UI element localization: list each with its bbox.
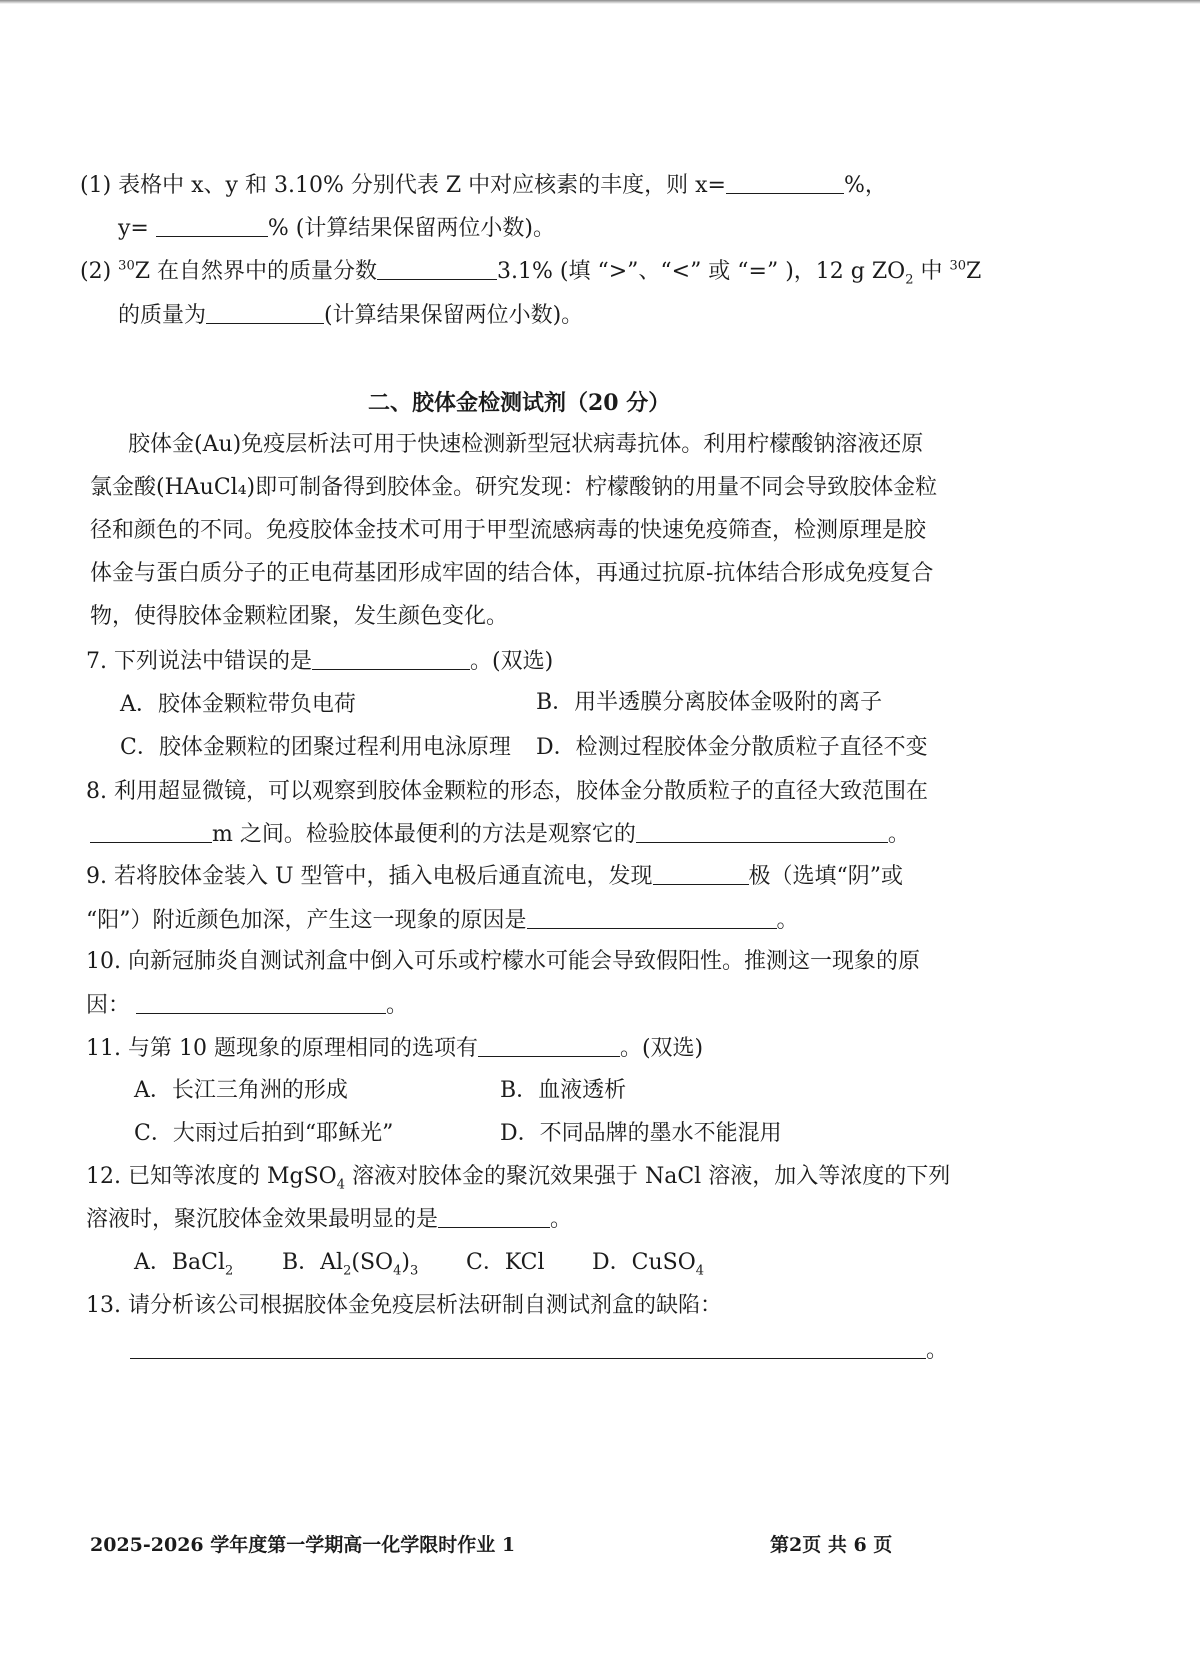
q12-line2-end: 。: [550, 1207, 573, 1232]
q12-opt-a-text: A．BaCl: [134, 1250, 226, 1275]
q12-opt-a-sub: 2: [225, 1263, 234, 1279]
footer-left: 2025-2026 学年度第一学期高一化学限时作业 1: [90, 1534, 516, 1556]
answer-blank-q7[interactable]: [312, 647, 470, 670]
q-sub1-y-label: y=: [118, 216, 149, 241]
q-sub2-line2: [118, 301, 583, 331]
q13-end: 。: [926, 1338, 949, 1363]
q9-line1: [86, 862, 903, 892]
q8-line1: 8. 利用超显微镜，可以观察到胶体金颗粒的形态，胶体金分散质粒子的直径大致范围在: [86, 779, 928, 804]
q12-line1: [86, 1162, 950, 1192]
q8-line2: [90, 820, 910, 850]
q10-line2-text: 因：: [86, 993, 131, 1018]
intro-line-3: 径和颜色的不同。免疫胶体金技术可用于甲型流感病毒的快速免疫筛查，检测原理是胶: [90, 518, 927, 543]
formula-subscript: 2: [905, 272, 914, 288]
q-sub1-suffix: %，: [843, 173, 887, 198]
q12-option-d: [592, 1248, 704, 1278]
answer-blank-q13[interactable]: [130, 1336, 926, 1359]
q7-option-c: C．胶体金颗粒的团聚过程利用电泳原理: [120, 735, 511, 760]
answer-blank-q8-range[interactable]: [90, 820, 212, 843]
q12-line1-tail: 溶液对胶体金的聚沉效果强于 NaCl 溶液，加入等浓度的下列: [344, 1164, 951, 1189]
isotope-superscript-2: 30: [949, 258, 967, 274]
q9-line2: [86, 906, 799, 936]
q12-opt-b-sub2: 4: [393, 1263, 402, 1279]
q-sub1-line1: [80, 171, 887, 201]
answer-blank-q9-electrode[interactable]: [653, 862, 749, 885]
q-sub2-text-c: 中: [913, 259, 950, 284]
q7-suffix: 。(双选): [469, 649, 554, 674]
answer-blank-q10[interactable]: [136, 991, 386, 1014]
q11-option-a: A．长江三角洲的形成: [134, 1078, 348, 1103]
answer-blank-mass[interactable]: [206, 301, 324, 324]
q12-option-a: [134, 1248, 233, 1278]
answer-blank-q11[interactable]: [478, 1034, 620, 1057]
section-title: 二、胶体金检测试剂（20 分）: [368, 390, 671, 416]
answer-blank-compare[interactable]: [377, 257, 497, 280]
q9-line2-end: 。: [776, 908, 799, 933]
q7-option-d: D．检测过程胶体金分散质粒子直径不变: [536, 735, 928, 760]
q-sub1-line2: [118, 214, 555, 244]
q12-opt-b-text: B．Al: [282, 1250, 344, 1275]
answer-blank-q12[interactable]: [438, 1205, 550, 1228]
q-sub2-text-b: 3.1% (填 “>”、“<” 或 “=” )，12 g ZO: [497, 259, 906, 284]
q-sub2-line1: [80, 257, 981, 287]
q9-line1-text: 9. 若将胶体金装入 U 型管中，插入电极后通直流电，发现: [86, 864, 653, 889]
q12-line2: [86, 1205, 572, 1235]
answer-blank-q8-method[interactable]: [636, 820, 888, 843]
q11-text: 11. 与第 10 题现象的原理相同的选项有: [86, 1036, 478, 1061]
q12-opt-b-end: ): [401, 1250, 410, 1275]
q12-opt-b-mid: (SO: [351, 1250, 394, 1275]
q10-line2: [86, 991, 408, 1021]
q9-line2-text: “阳”）附近颜色加深，产生这一现象的原因是: [86, 908, 527, 933]
q12-subscript: 4: [336, 1177, 345, 1193]
q-sub2-text-d: Z: [966, 259, 982, 284]
q13-stem: 13. 请分析该公司根据胶体金免疫层析法研制自测试剂盒的缺陷：: [86, 1293, 722, 1318]
intro-line-4: 体金与蛋白质分子的正电荷基团形成牢固的结合体，再通过抗原-抗体结合形成免疫复合: [90, 561, 934, 586]
q8-line2-end: 。: [887, 822, 910, 847]
q12-line1-text: 12. 已知等浓度的 MgSO: [86, 1164, 337, 1189]
q12-option-b: [282, 1248, 418, 1278]
q9-line1-tail: 极（选填“阴”或: [748, 864, 904, 889]
answer-blank-x[interactable]: [726, 171, 844, 194]
q-sub2-line2-suffix: (计算结果保留两位小数)。: [324, 303, 584, 328]
footer-page-number: 第2页 共 6 页: [770, 1534, 893, 1556]
q-sub2-line2-text: 的质量为: [118, 303, 207, 328]
q12-opt-b-sub3: 3: [409, 1263, 419, 1279]
q12-opt-d-sub: 4: [695, 1263, 705, 1279]
q-sub2-label: (2): [80, 259, 112, 284]
q11-stem: [86, 1034, 703, 1064]
q12-opt-b-sub1: 2: [343, 1263, 352, 1279]
q7-option-a: A．胶体金颗粒带负电荷: [120, 692, 356, 717]
q-sub2-text-a: Z 在自然界中的质量分数: [134, 259, 377, 284]
intro-line-1: 胶体金(Au)免疫层析法可用于快速检测新型冠状病毒抗体。利用柠檬酸钠溶液还原: [128, 432, 924, 457]
q-sub1-text: (1) 表格中 x、y 和 3.10% 分别代表 Z 中对应核素的丰度，则 x=: [80, 173, 726, 198]
answer-blank-q9-reason[interactable]: [527, 906, 777, 929]
q11-suffix: 。(双选): [619, 1036, 704, 1061]
scan-edge: [0, 0, 1200, 4]
intro-line-5: 物，使得胶体金颗粒团聚，发生颜色变化。: [90, 604, 509, 629]
q-sub1-line2-suffix: % (计算结果保留两位小数)。: [267, 216, 555, 241]
q11-option-d: D．不同品牌的墨水不能混用: [500, 1121, 782, 1146]
q7-stem: [86, 647, 553, 677]
isotope-superscript: 30: [118, 258, 135, 274]
q13-answer-line: [130, 1336, 948, 1366]
q11-option-b: B．血液透析: [500, 1078, 627, 1103]
q12-option-c: C．KCl: [466, 1250, 545, 1275]
q10-line2-end: 。: [386, 993, 409, 1018]
intro-line-2: 氯金酸(HAuCl₄)即可制备得到胶体金。研究发现：柠檬酸钠的用量不同会导致胶体金粒: [90, 475, 938, 500]
answer-blank-y[interactable]: [156, 214, 268, 237]
q8-line2-text: m 之间。检验胶体最便利的方法是观察它的: [212, 822, 636, 847]
q7-text: 7. 下列说法中错误的是: [86, 649, 312, 674]
q12-line2-text: 溶液时，聚沉胶体金效果最明显的是: [86, 1207, 439, 1232]
q12-opt-d-text: D．CuSO: [592, 1250, 696, 1275]
q7-option-b: B．用半透膜分离胶体金吸附的离子: [536, 690, 883, 715]
q11-option-c: C．大雨过后拍到“耶稣光”: [134, 1121, 394, 1146]
q10-line1: 10. 向新冠肺炎自测试剂盒中倒入可乐或柠檬水可能会导致假阳性。推测这一现象的原: [86, 949, 920, 974]
